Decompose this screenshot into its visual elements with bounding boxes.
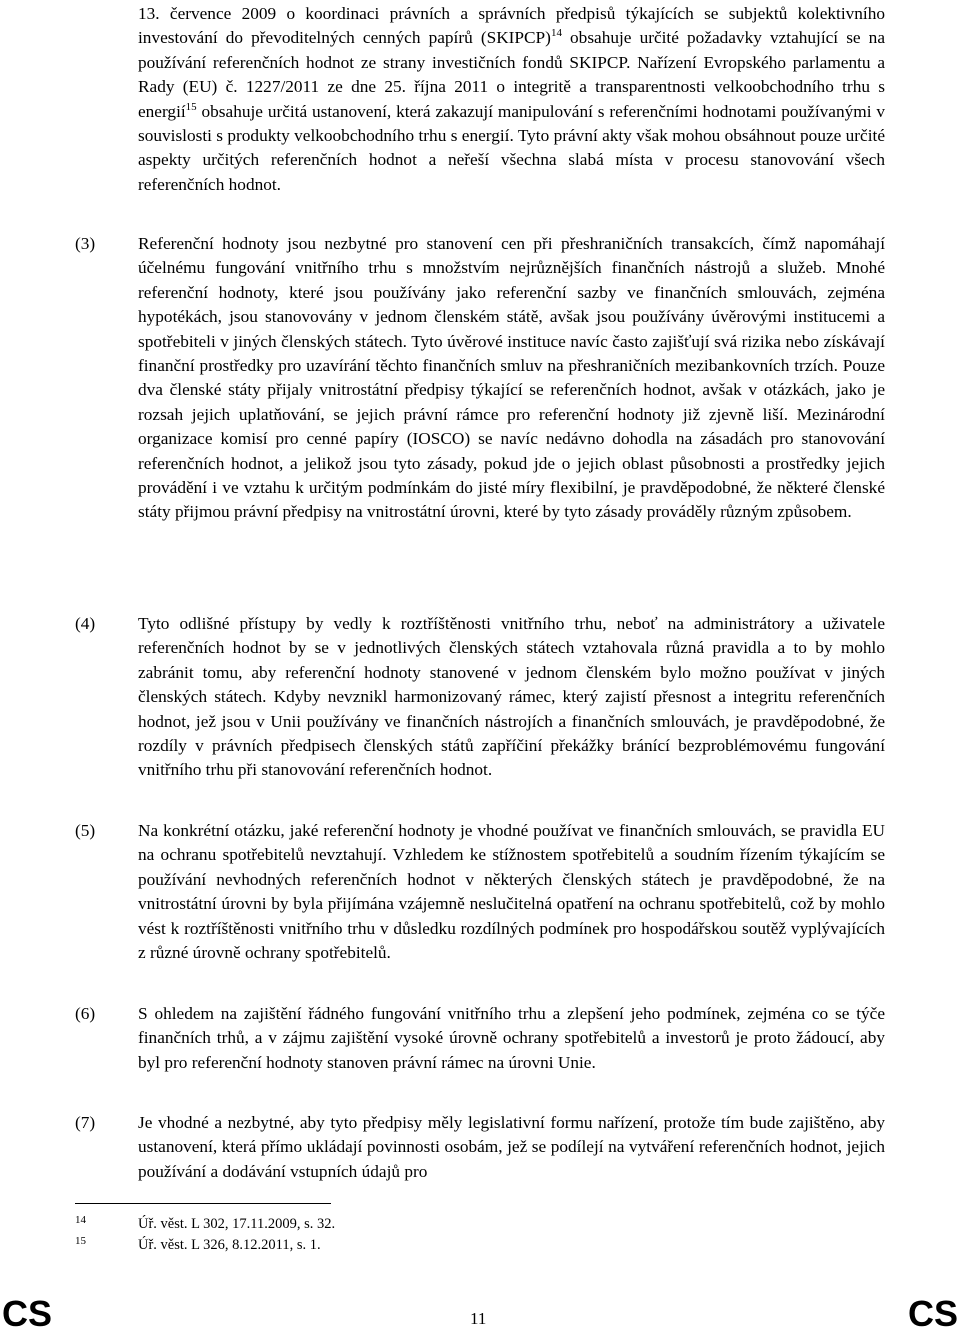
page-number: 11	[470, 1309, 487, 1328]
intro-text-3: obsahuje určitá ustanovení, která zakazují manipulování s referenčními hodnotami používanými v souvislosti s produkty velkoobchodního trhu s energií. Tyto právní akty však mohou obsáhnout pouze určité aspekty určitých referenčních hodnot a neřeší všechna slabá místa v procesu stanovování všech referenčních hodnot.	[138, 101, 885, 194]
footer-language-left: CS	[2, 1293, 53, 1334]
paragraph-7: Je vhodné a nezbytné, aby tyto předpisy měly legislativní formu nařízení, protože tím bude zajištěno, aby ustanovení, která přímo ukládají povinnosti osobám, jež se podílejí na vytváření referenčních hodnot, jejich používání a dodávání vstupních údajů pro	[138, 1113, 885, 1181]
intro-text-1: 13. července 2009 o koordinaci právních a správních předpisů týkajících se subjektů kolektivního investování do převoditelných cenných papírů (SKIPCP)	[138, 4, 885, 48]
paragraph-number: (6)	[75, 1004, 96, 1023]
footnote-ref-14[interactable]: 14	[550, 27, 562, 40]
footnote-number: 15	[75, 1235, 86, 1247]
paragraph-5: Na konkrétní otázku, jaké referenční hodnoty je vhodné používat ve finančních smlouvách, se pravidla EU na ochranu spotřebitelů nevztahují. Vzhledem ke stížnostem spotřebitelů a soudním řízením týkajícím se používání nevhodných referenčních hodnot v některých členských státech je pravděpodobné, že na vnitrostátní úrovni by byla přijímána vzájemně neslučitelná opatření na ochranu spotřebitelů, což by mohlo vést k roztříštěnosti vnitřního trhu v důsledku rozdílných podmínek pro hospodářskou soutěž vyplývajících z různé úrovně ochrany spotřebitelů.	[138, 821, 885, 963]
paragraph-4: Tyto odlišné přístupy by vedly k roztříštěnosti vnitřního trhu, neboť na administrátory a uživatele referenčních hodnot by se v jednotlivých členských státech vztahovala různá pravidla a to by mohlo zabránit tomu, aby referenční hodnoty stanovené v jednom členském bylo možno používat v jiných členských státech. Kdyby nevznikl harmonizovaný rámec, který zajistí přesnost a integritu referenčních hodnot, jež jsou v Unii používány ve finančních nástrojích a finančních smlouvách, je pravděpodobné, že rozdíly v právních předpisech členských států zapříčiní překážky bránící bezproblémovému fungování vnitřního trhu při stanovování referenčních hodnot.	[138, 614, 885, 780]
footer-language-right: CS	[907, 1293, 958, 1334]
paragraph-number: (3)	[75, 234, 96, 253]
footnote-divider	[75, 1203, 331, 1204]
footnote-text: Úř. věst. L 326, 8.12.2011, s. 1.	[138, 1237, 321, 1253]
footnote-number: 14	[75, 1214, 86, 1226]
footnote-ref-15[interactable]: 15	[185, 100, 197, 113]
intro-paragraph	[138, 2, 885, 197]
paragraph-3: Referenční hodnoty jsou nezbytné pro stanovení cen při přeshraničních transakcích, čímž napomáhají účelnému fungování vnitřního trhu s množstvím nejrůznějších finančních nástrojů a služeb. Mnohé referenční hodnoty, které jsou používány jako referenční sazby ve finančních smlouvách, zejména hypotékách, jsou stanovovány v jednom členském státě, avšak jsou používány úvěrovými institucemi a spotřebiteli v jiných členských státech. Tyto úvěrové instituce navíc často zajišťují svá rizika nebo získávají finanční prostředky pro uzavírání těchto finančních smluv na přeshraničních mezibankovních trzích. Pouze dva členské státy přijaly vnitrostátní předpisy týkající se referenčních hodnot, avšak v otázkách, jako je rozsah jejich uplatňování, se jejich právní rámce pro referenční hodnoty již zjevně liší. Mezinárodní organizace komisí pro cenné papíry (IOSCO) se navíc nedávno dohodla na zásadách pro stanovování referenčních hodnot, a jelikož jsou tyto zásady, pokud jde o jejich oblast působnosti a prostředky jejich provádění i ve vztahu k určitým podmínkám do jisté míry flexibilní, je pravděpodobné, že některé členské státy přijmou právní předpisy na vnitrostátní úrovni, které by tyto zásady prováděly různým způsobem.	[138, 234, 885, 522]
intro-text-2: obsahuje určité požadavky vztahující se na používání referenčních hodnot ze strany investičních fondů SKIPCP. Nařízení Evropského parlamentu a Rady (EU) č. 1227/2011 ze dne 25. října 2011 o integritě a transparentnosti velkoobchodního trhu s energií	[138, 28, 885, 121]
paragraph-number: (4)	[75, 614, 96, 633]
footnote-text: Úř. věst. L 302, 17.11.2009, s. 32.	[138, 1216, 336, 1232]
paragraph-number: (5)	[75, 821, 96, 840]
paragraph-6: S ohledem na zajištění řádného fungování vnitřního trhu a zlepšení jeho podmínek, zejména co se týče finančních trhů, a v zájmu zajištění vysoké úrovně ochrany spotřebitelů a investorů je proto žádoucí, aby byl pro referenční hodnoty stanoven právní rámec na úrovni Unie.	[138, 1004, 885, 1072]
paragraph-number: (7)	[75, 1113, 96, 1132]
